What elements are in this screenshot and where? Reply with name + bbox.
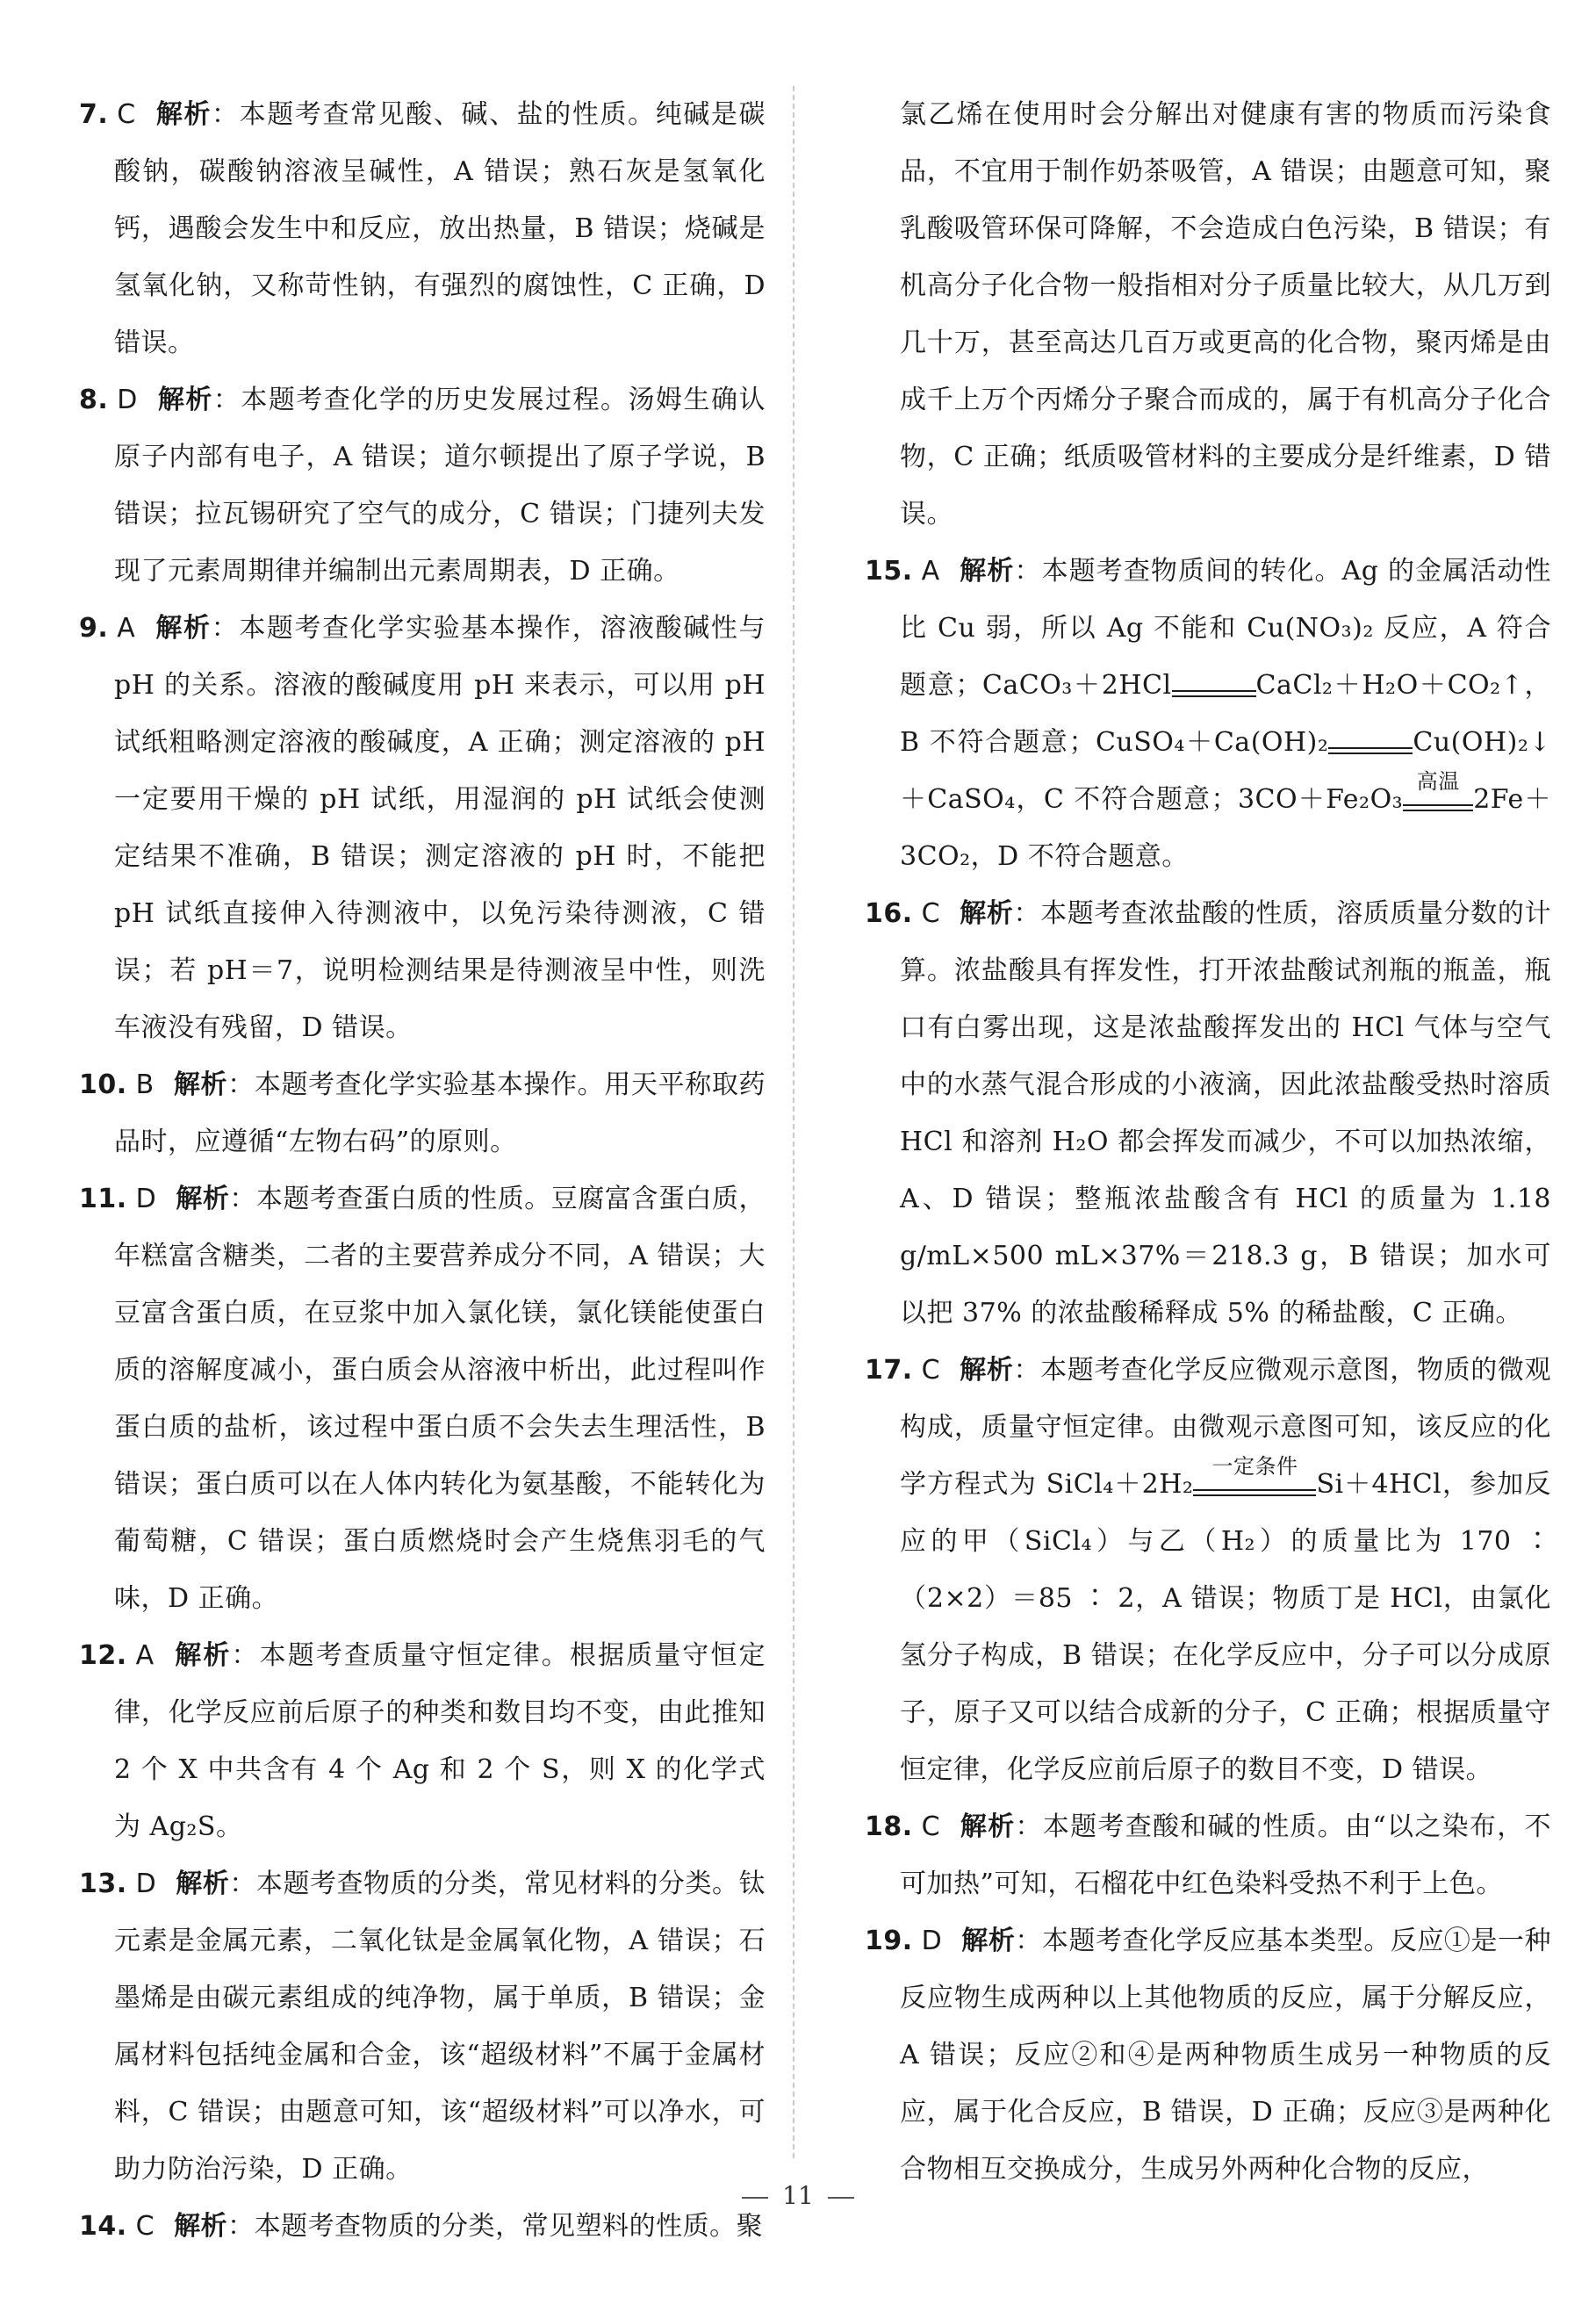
item-number: 18. (865, 1811, 913, 1842)
item-number: 13. (79, 1869, 127, 1899)
page-number: 11 (782, 2181, 814, 2210)
item-number: 12. (79, 1640, 127, 1671)
item-text: 本题考查化学实验基本操作。用天平称取药品时，应遵循“左物右码”的原则。 (114, 1069, 766, 1157)
analysis-label: 解析 (961, 1926, 1016, 1956)
answer-item-15: 15. A 解析：本题考查物质间的转化。Ag 的金属活动性比 Cu 弱，所以 Ag 不能和 Cu(NO₃)₂ 反应，A 符合题意；CaCO₃＋2HCl CaCl₂＋H₂O＋CO₂↑，B 不符合题意；CuSO₄＋Ca(OH)₂ Cu(OH)₂↓＋CaSO₄，C 不符合题意；3CO＋Fe₂O₃ 高温 2Fe＋3CO₂，D 不符合题意。 (865, 556, 1552, 872)
item-text: 本题考查物质间的转化。Ag 的金属活动性比 Cu 弱，所以 Ag 不能和 Cu(NO₃)₂ 反应，A 符合题意；CaCO₃＋2HCl (900, 556, 1552, 701)
item-text: Si＋4HCl，参加反应的甲（SiCl₄）与乙（H₂）的质量比为 170 ∶（2×2）＝85 ∶ 2，A 错误；物质丁是 HCl，由氯化氢分子构成，B 错误；在化学反应中，分子可以分成原子，原子又可以结合成新的分子，C 正确；根据质量守恒定律，化学反应前后原子的数目不变，D 错误。 (900, 1469, 1551, 1785)
item-number: 15. (865, 556, 913, 587)
item-answer: C (117, 99, 136, 130)
item-text: 本题考查浓盐酸的性质，溶质质量分数的计算。浓盐酸具有挥发性，打开浓盐酸试剂瓶的瓶盖，瓶口有白雾出现，这是浓盐酸挥发出的 HCl 气体与空气中的水蒸气混合形成的小液滴，因此浓盐酸受热时溶质 HCl 和溶剂 H₂O 都会挥发而减少，不可以加热浓缩，A、D 错误；整瓶浓盐酸含有 HCl 的质量为 1.18 g/mL×500 mL×37%＝218.3 g，B 错误；加水可以把 37% 的浓盐酸稀释成 5% 的稀盐酸，C 正确。 (900, 898, 1552, 1329)
reaction-condition: 一定条件 (1211, 1454, 1298, 1479)
reaction-condition: 高温 (1416, 769, 1460, 794)
item-text: 本题考查化学反应基本类型。反应①是一种反应物生成两种以上其他物质的反应，属于分解反应，A 错误；反应②和④是两种物质生成另一种物质的反应，属于化合反应，B 错误，D 正确；反应③是两种化合物相互交换成分，生成另外两种化合物的反应， (900, 1926, 1552, 2185)
analysis-label: 解析 (960, 1811, 1016, 1842)
analysis-label: 解析 (959, 556, 1015, 587)
analysis-label: 解析 (176, 1869, 230, 1899)
answer-item-10: 10. B 解析：本题考查化学实验基本操作。用天平称取药品时，应遵循“左物右码”的原则。 (79, 1069, 766, 1157)
answer-item-14-continuation (865, 86, 1551, 543)
answer-item-18: 18. C 解析：本题考查酸和碱的性质。由“以之染布，不可加热”可知，石榴花中红色染料受热不利于上色。 (865, 1811, 1552, 1899)
answer-item-7: 7. C 解析：本题考查常见酸、碱、盐的性质。纯碱是碳酸钠，碳酸钠溶液呈碱性，A 错误；熟石灰是氢氧化钙，遇酸会发生中和反应，放出热量，B 错误；烧碱是氢氧化钠，又称苛性钠，有强烈的腐蚀性，C 正确，D 错误。 (79, 99, 766, 358)
answer-item-16: 16. C 解析：本题考查浓盐酸的性质，溶质质量分数的计算。浓盐酸具有挥发性，打开浓盐酸试剂瓶的瓶盖，瓶口有白雾出现，这是浓盐酸挥发出的 HCl 气体与空气中的水蒸气混合形成的小液滴，因此浓盐酸受热时溶质 HCl 和溶剂 H₂O 都会挥发而减少，不可以加热浓缩，A、D 错误；整瓶浓盐酸含有 HCl 的质量为 1.18 g/mL×500 mL×37%＝218.3 g，B 错误；加水可以把 37% 的浓盐酸稀释成 5% 的稀盐酸，C 正确。 (865, 898, 1552, 1329)
column-divider (793, 86, 794, 2158)
item-answer: C (921, 1811, 941, 1842)
item-text: 2Fe＋3CO₂，D 不符合题意。 (900, 784, 1552, 872)
item-text: 本题考查化学的历史发展过程。汤姆生确认原子内部有电子，A 错误；道尔顿提出了原子学说，B 错误；拉瓦锡研究了空气的成分，C 错误；门捷列夫发现了元素周期律并编制出元素周期表，D 正确。 (114, 385, 766, 587)
answer-item-13: 13. D 解析：本题考查物质的分类，常见材料的分类。钛元素是金属元素，二氧化钛是金属氧化物，A 错误；石墨烯是由碳元素组成的纯净物，属于单质，B 错误；金属材料包括纯金属和合金，该“超级材料”不属于金属材料，C 错误；由题意可知，该“超级材料”可以净水，可助力防治污染，D 正确。 (79, 1869, 766, 2185)
item-text: 本题考查物质的分类，常见材料的分类。钛元素是金属元素，二氧化钛是金属氧化物，A 错误；石墨烯是由碳元素组成的纯净物，属于单质，B 错误；金属材料包括纯金属和合金，该“超级材料”不属于金属材料，C 错误；由题意可知，该“超级材料”可以净水，可助力防治污染，D 正确。 (114, 1869, 766, 2185)
analysis-label: 解析 (176, 1184, 230, 1214)
item-text: 本题考查物质的分类，常见塑料的性质。聚 (254, 2211, 764, 2242)
answer-item-17: 17. C 解析：本题考查化学反应微观示意图，物质的微观构成，质量守恒定律。由微观示意图可知，该反应的化学方程式为 SiCl₄＋2H₂ 一定条件 Si＋4HCl，参加反应的甲（SiCl₄）与乙（H₂）的质量比为 170 ∶（2×2）＝85 ∶ 2，A 错误；物质丁是 HCl，由氯化氢分子构成，B 错误；在化学反应中，分子可以分成原子，原子又可以结合成新的分子，C 正确；根据质量守恒定律，化学反应前后原子的数目不变，D 错误。 (865, 1355, 1552, 1785)
item-text: 本题考查蛋白质的性质。豆腐富含蛋白质，年糕富含糖类，二者的主要营养成分不同，A 错误；大豆富含蛋白质，在豆浆中加入氯化镁，氯化镁能使蛋白质的溶解度减小，蛋白质会从溶液中析出，此过程叫作蛋白质的盐析，该过程中蛋白质不会失去生理活性，B 错误；蛋白质可以在人体内转化为氨基酸，不能转化为葡萄糖，C 错误；蛋白质燃烧时会产生烧焦羽毛的气味，D 正确。 (114, 1184, 766, 1614)
analysis-label: 解析 (173, 1069, 228, 1100)
analysis-label: 解析 (960, 1355, 1014, 1386)
analysis-label: 解析 (156, 385, 213, 415)
analysis-label: 解析 (155, 99, 212, 130)
item-number: 14. (79, 2211, 127, 2242)
item-answer: A (117, 613, 136, 644)
answer-item-14: 14. C 解析：本题考查物质的分类，常见塑料的性质。聚 (79, 2211, 764, 2242)
item-answer: C (135, 2211, 155, 2242)
answer-item-12: 12. A 解析：本题考查质量守恒定律。根据质量守恒定律，化学反应前后原子的种类和数目均不变，由此推知 2 个 X 中共含有 4 个 Ag 和 2 个 S，则 X 的化学式为 Ag₂S。 (79, 1640, 766, 1842)
item-answer: D (921, 1926, 943, 1956)
analysis-label: 解析 (174, 2211, 228, 2242)
answer-item-11: 11. D 解析：本题考查蛋白质的性质。豆腐富含蛋白质，年糕富含糖类，二者的主要营养成分不同，A 错误；大豆富含蛋白质，在豆浆中加入氯化镁，氯化镁能使蛋白质的溶解度减小，蛋白质会从溶液中析出，此过程叫作蛋白质的盐析，该过程中蛋白质不会失去生理活性，B 错误；蛋白质可以在人体内转化为氨基酸，不能转化为葡萄糖，C 错误；蛋白质燃烧时会产生烧焦羽毛的气味，D 正确。 (79, 1184, 766, 1614)
item-number: 11. (79, 1184, 127, 1214)
item-text: CaCl₂＋H₂O＋CO₂↑，B 不符合题意；CuSO₄＋Ca(OH)₂ (900, 670, 1551, 758)
item-answer: A (135, 1640, 155, 1671)
right-column (865, 86, 1551, 2198)
item-answer: D (117, 385, 138, 415)
item-text: 本题考查质量守恒定律。根据质量守恒定律，化学反应前后原子的种类和数目均不变，由此推知 2 个 X 中共含有 4 个 Ag 和 2 个 S，则 X 的化学式为 Ag₂S。 (114, 1640, 766, 1842)
answer-item-19: 19. D 解析：本题考查化学反应基本类型。反应①是一种反应物生成两种以上其他物质的反应，属于分解反应，A 错误；反应②和④是两种物质生成另一种物质的反应，属于化合反应，B 错误，D 正确；反应③是两种化合物相互交换成分，生成另外两种化合物的反应， (865, 1926, 1552, 2185)
analysis-label: 解析 (173, 1640, 232, 1671)
item-number: 8. (79, 385, 109, 415)
item-number: 19. (865, 1926, 913, 1956)
item-answer: D (135, 1184, 157, 1214)
reaction-condition-high-temp (1403, 769, 1473, 811)
item-number: 17. (865, 1355, 913, 1386)
item-number: 16. (865, 898, 913, 929)
item-text: Cu(OH)₂↓＋CaSO₄，C 不符合题意；3CO＋Fe₂O₃ (900, 727, 1551, 815)
left-column (79, 86, 766, 2255)
item-answer: A (921, 556, 940, 587)
analysis-label: 解析 (960, 898, 1014, 929)
reaction-equals-sign (1172, 685, 1256, 697)
item-answer: C (921, 1355, 941, 1386)
item-number: 10. (79, 1069, 127, 1100)
analysis-label: 解析 (155, 613, 212, 644)
page-footer (0, 2181, 1596, 2210)
item-text: 本题考查酸和碱的性质。由“以之染布，不可加热”可知，石榴花中红色染料受热不利于上色。 (900, 1811, 1552, 1899)
item-number: 9. (79, 613, 109, 644)
item-answer: C (921, 898, 941, 929)
item-text: 本题考查化学实验基本操作，溶液酸碱性与 pH 的关系。溶液的酸碱度用 pH 来表示，可以用 pH 试纸粗略测定溶液的酸碱度，A 正确；测定溶液的 pH 一定要用干燥的 pH 试纸，用湿润的 pH 试纸会使测定结果不准确，B 错误；测定溶液的 pH 时，不能把 pH 试纸直接伸入待测液中，以免污染待测液，C 错误；若 pH＝7，说明检测结果是待测液呈中性，则洗车液没有残留，D 错误。 (114, 613, 766, 1043)
answer-item-8: 8. D 解析：本题考查化学的历史发展过程。汤姆生确认原子内部有电子，A 错误；道尔顿提出了原子学说，B 错误；拉瓦锡研究了空气的成分，C 错误；门捷列夫发现了元素周期律并编制出元素周期表，D 正确。 (79, 385, 766, 587)
reaction-equals-sign (1328, 742, 1413, 754)
item-answer: B (135, 1069, 155, 1100)
item-answer: D (135, 1869, 157, 1899)
item-number: 7. (79, 99, 109, 130)
item-text: 本题考查化学反应微观示意图，物质的微观构成，质量守恒定律。由微观示意图可知，该反应的化学方程式为 SiCl₄＋2H₂ (900, 1355, 1552, 1500)
item-text: 本题考查常见酸、碱、盐的性质。纯碱是碳酸钠，碳酸钠溶液呈碱性，A 错误；熟石灰是氢氧化钙，遇酸会发生中和反应，放出热量，B 错误；烧碱是氢氧化钠，又称苛性钠，有强烈的腐蚀性，C 正确，D 错误。 (114, 99, 766, 358)
answer-item-9: 9. A 解析：本题考查化学实验基本操作，溶液酸碱性与 pH 的关系。溶液的酸碱度用 pH 来表示，可以用 pH 试纸粗略测定溶液的酸碱度，A 正确；测定溶液的 pH 一定要用干燥的 pH 试纸，用湿润的 pH 试纸会使测定结果不准确，B 错误；测定溶液的 pH 时，不能把 pH 试纸直接伸入待测液中，以免污染待测液，C 错误；若 pH＝7，说明检测结果是待测液呈中性，则洗车液没有残留，D 错误。 (79, 613, 766, 1043)
reaction-condition-arrow (1193, 1454, 1316, 1496)
item-text: 氯乙烯在使用时会分解出对健康有害的物质而污染食品，不宜用于制作奶茶吸管，A 错误；由题意可知，聚乳酸吸管环保可降解，不会造成白色污染，B 错误；有机高分子化合物一般指相对分子质量比较大，从几万到几十万，甚至高达几百万或更高的化合物，聚丙烯是由成千上万个丙烯分子聚合而成的，属于有机高分子化合物，C 正确；纸质吸管材料的主要成分是纤维素，D 错误。 (900, 99, 1551, 529)
